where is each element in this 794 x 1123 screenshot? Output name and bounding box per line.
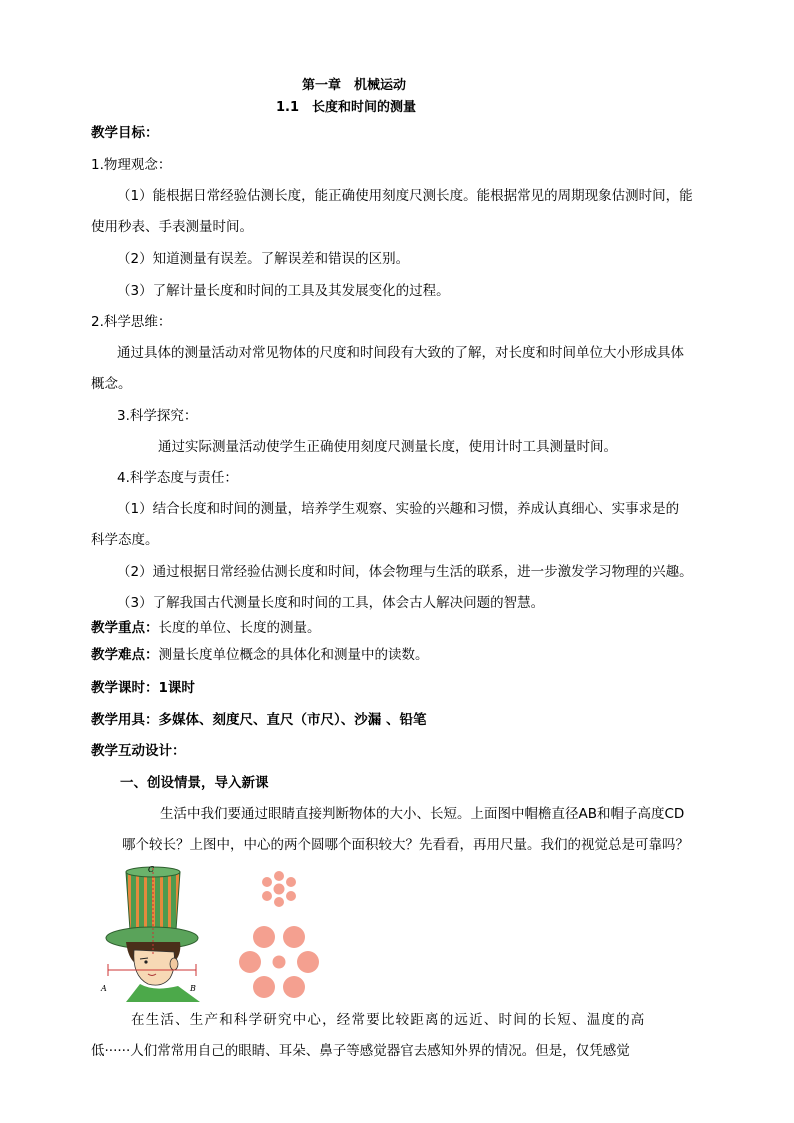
physics-item1-line1: （1）能根据日常经验估测长度，能正确使用刻度尺测长度。能根据常见的周期现象估测时间，能 <box>117 188 693 204</box>
chapter-title: 第一章 机械运动 <box>302 78 407 93</box>
part1-heading: 一、创设情景，导入新课 <box>120 775 269 791</box>
interaction-design: 教学互动设计： <box>91 743 186 759</box>
small-surround-group <box>262 871 296 907</box>
teaching-tools: 教学用具：多媒体、刻度尺、直尺（市尺）、沙漏 、铅笔 <box>91 712 427 728</box>
physics-item3: （3）了解计量长度和时间的工具及其发展变化的过程。 <box>117 283 450 299</box>
label-b: B <box>190 984 196 993</box>
label-a: A <box>101 984 107 993</box>
closing-line2: 低······人们常常用自己的眼睛、耳朵、鼻子等感觉器官去感知外界的情况。但是，仅凭感觉 <box>91 1043 630 1059</box>
thinking-heading: 2.科学思维： <box>91 314 172 330</box>
inquiry-line1: 通过实际测量活动使学生正确使用刻度尺测量长度，使用计时工具测量时间。 <box>158 439 617 455</box>
physics-item2: （2）知道测量有误差。了解误差和错误的区别。 <box>117 251 410 267</box>
difficult-points-text: 测量长度单位概念的具体化和测量中的读数。 <box>158 647 429 663</box>
large-surround-group <box>239 926 319 998</box>
thinking-line1: 通过具体的测量活动对常见物体的尺度和时间段有大致的了解，对长度和时间单位大小形成具体 <box>117 345 684 361</box>
key-points-text: 长度的单位、长度的测量。 <box>158 620 321 636</box>
key-points-label: 教学重点： <box>91 620 159 636</box>
difficult-points <box>91 646 429 664</box>
label-c: C <box>148 865 155 874</box>
inquiry-heading: 3.科学探究： <box>117 408 198 424</box>
circle-illusion-figure <box>234 868 324 1003</box>
attitude-item1-line2: 科学态度。 <box>91 532 159 548</box>
section-title: 1.1 长度和时间的测量 <box>276 100 417 115</box>
key-points <box>91 619 321 637</box>
intro-line1: 生活中我们要通过眼睛直接判断物体的大小、长短。上面图中帽檐直径AB和帽子高度CD <box>160 806 685 822</box>
attitude-item2: （2）通过根据日常经验估测长度和时间，体会物理与生活的联系，进一步激发学习物理的兴趣。 <box>117 564 693 580</box>
goals-heading: 教学目标： <box>91 125 159 141</box>
closing-line1: 在生活、生产和科学研究中心，经常要比较距离的远近、时间的长短、温度的高 <box>131 1012 646 1028</box>
physics-item1-line2: 使用秒表、手表测量时间。 <box>91 219 253 235</box>
attitude-item3: （3）了解我国古代测量长度和时间的工具，体会古人解决问题的智慧。 <box>117 595 545 611</box>
attitude-heading: 4.科学态度与责任： <box>117 470 238 486</box>
thinking-line2: 概念。 <box>91 376 132 392</box>
difficult-points-label: 教学难点： <box>91 647 159 663</box>
class-hours: 教学课时：1课时 <box>91 680 195 696</box>
intro-line2: 哪个较长？上图中，中心的两个圆哪个面积较大？先看看，再用尺量。我们的视觉总是可靠吗？ <box>122 837 689 853</box>
attitude-item1-line1: （1）结合长度和时间的测量，培养学生观察、实验的兴趣和习惯，养成认真细心、实事求是的 <box>117 501 680 517</box>
physics-concept-heading: 1.物理观念： <box>91 157 172 173</box>
